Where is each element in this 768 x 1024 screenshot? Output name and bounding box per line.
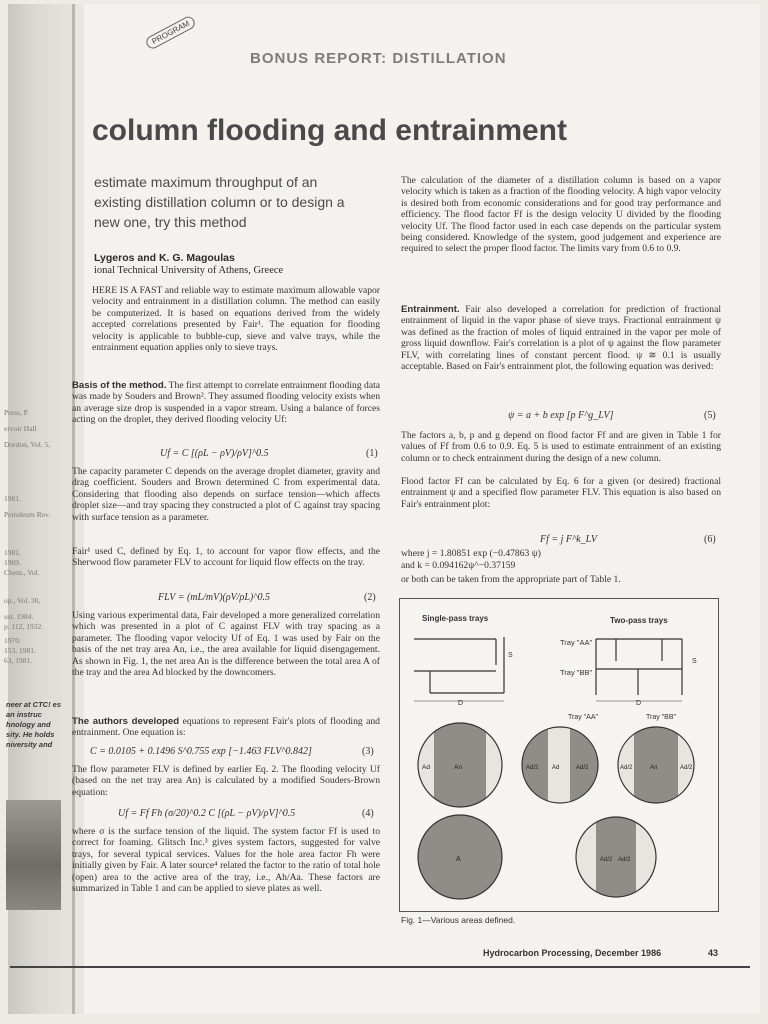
author-bio-clip: neer at CTC! es an instruc hnology and sity. He holds niversity and (6, 700, 62, 749)
figure-1 (399, 598, 719, 912)
tray-bb-circle-label: Tray "BB" (646, 714, 676, 721)
ref-line: 1981. (4, 494, 21, 503)
section-header: BONUS REPORT: DISTILLATION (250, 50, 507, 67)
factors-paragraph: The factors a, b, p and g depend on flood factor Ff and are given in Table 1 for values of Ff from 0.6 to 0.9. Eq. 5 is used to estimate entrainment of an existing column or to check entrainment during the design of a new column. (401, 430, 721, 464)
tray-areas-diagram (400, 599, 718, 911)
diameter-label-left: D (458, 700, 464, 707)
equation-1: Uf = C [(ρL − ρV)/ρV]^0.5 (160, 448, 269, 459)
spacing-label-right: S (692, 658, 697, 665)
ad2-left-label: Ad/2 (526, 765, 539, 771)
bb-ad2-right-label: Ad/2 (680, 765, 693, 771)
article-authors: Lygeros and K. G. Magoulas (94, 252, 235, 264)
calc-paragraph: The calculation of the diameter of a distillation column is based on a vapor velocity which is taken as a fraction of the flooding velocity. A high vapor velocity is desired both from economic considerations and for good tray performance and efficiency. The flood factor Ff is the design velocity U divided by the flooding velocity Uf. The flood factor used in each case depends on the particular system being considered. Knowledge of the system, good judgement and experience are required to select the proper flood factor. The limits vary from 0.6 to 0.9. (401, 175, 721, 255)
where-j: where j = 1.80851 exp (−0.47863 ψ) (401, 548, 541, 559)
ref-line: ervoir Hall (4, 424, 37, 433)
flow-paragraph: The flow parameter FLV is defined by earlier Eq. 2. The flooding velocity Uf (based on the net tray area An) is calculated by a modified Souders-Brown equation: (72, 764, 380, 798)
ref-line: Petroleum Rev. (4, 510, 51, 519)
ad-center-label: Ad (552, 765, 560, 771)
article-affiliation: ional Technical University of Athens, Greece (94, 265, 284, 276)
where-paragraph: where σ is the surface tension of the liquid. The system factor Ff is used to correct for foaming. Glitsch Inc.³ gives system factors, suggested for valve trays, for several typical services. Values for the hole area factor Fh were initially given by Fair. A later source⁴ related the factor to the ratio of total hole (open) area to the active area of the tray, i.e., Ah/Aa. These factors are summarized in Table 1 and can be applied to sieve plates as well. (72, 826, 380, 895)
ref-line: 1981. (4, 548, 21, 557)
basis-text: The first attempt to correlate entrainment flooding data was made by Souders and Brown². They assumed flooding velocity exists when an average size drop is suspended in a vapor stream. Using a balance of forces acting on the droplet, they derived flooding velocity Uf: (72, 380, 381, 426)
equation-2: FLV = (mL/mV)(ρV/ρL)^0.5 (158, 592, 270, 603)
article-title: column flooding and entrainment (92, 114, 567, 147)
ref-line: 1970. (4, 636, 21, 645)
a-label: A (456, 856, 461, 863)
tray-aa-circle-label: Tray "AA" (568, 714, 598, 721)
entrainment-text: Fair also developed a correlation for prediction of fractional entrainment of liquid in the vapor phase of sieve trays. Fractional entrainment ψ was defined as the fraction of moles of liquid entrained in the vapor per mole of gross liquid downflow. Fair's correlation is a plot of ψ against the flow parameter FLV, with correlating lines of constant percent flood. ψ ≅ 0.1 is usually acceptable. Based on Fair's entrainment plot, the following equation was derived: (401, 304, 721, 373)
bb-an-label: An (650, 765, 658, 771)
equation-5: ψ = a + b exp [p F^g_LV] (508, 410, 614, 421)
tray-bb-label: Tray "BB" (560, 668, 593, 677)
ref-line: 153, 1981. (4, 646, 36, 655)
equation-4-number: (4) (362, 808, 374, 819)
intro-paragraph: HERE IS A FAST and reliable way to estimate maximum allowable vapor velocity and entrainment in a distillation column. The method can easily be computerized. It is based on equations derived from the widely accepted correlations presented by Fair¹. The equation for flooding velocity is applicable to bubble-cup, sieve and valve trays, while the entrainment equation applies only to sieve trays. (92, 285, 380, 354)
footer-rule (10, 966, 750, 968)
authors-heading: The authors developed (72, 716, 180, 727)
authors-text: equations to represent Fair's plots of flooding and entrainment. One equation is: (72, 716, 380, 739)
article-dek: estimate maximum throughput of an existing distillation column or to design a new one, try this method (94, 174, 345, 230)
equation-3-number: (3) (362, 746, 374, 757)
an2-left-label: Ad/2 (600, 857, 613, 863)
diameter-label-right: D (636, 700, 642, 707)
single-pass-schematic (414, 637, 504, 693)
ref-line: Press, P. (4, 408, 29, 417)
equation-1-number: (1) (366, 448, 378, 459)
equation-3: C = 0.0105 + 0.1496 S^0.755 exp [−1.463 FLV^0.842] (90, 746, 312, 757)
handwritten-tag: PROGRAM (144, 14, 197, 51)
ref-line: ust. 1984. (4, 612, 34, 621)
and-k: and k = 0.094162ψ^−0.37159 (401, 560, 516, 571)
entrainment-paragraph (401, 304, 721, 372)
equation-4: Uf = Ff Fh (σ/20)^0.2 C [(ρL − ρV)/ρV]^0.5 (118, 808, 296, 819)
ref-line: Chem., Vol. (4, 568, 40, 577)
ref-line: Dordon, Vol. 5, (4, 440, 51, 449)
author-photo (6, 800, 61, 910)
ref-line: op., Vol. 30, (4, 596, 41, 605)
flood-paragraph: Flood factor Ff can be calculated by Eq. 6 for a given (or desired) fractional entrainment ψ and a specified flow parameter FLV. This equation is also based on Fair's entrainment plot: (401, 476, 721, 510)
fair-paragraph: Fair¹ used C, defined by Eq. 1, to account for vapor flow effects, and the Sherwood flow parameter FLV to account for liquid flow effects on the tray. (72, 546, 380, 569)
table-note: or both can be taken from the appropriate part of Table 1. (401, 574, 621, 585)
figure-caption: Fig. 1—Various areas defined. (401, 915, 516, 925)
equation-6-number: (6) (704, 534, 716, 545)
single-pass-label: Single-pass trays (422, 614, 489, 623)
equation-2-number: (2) (364, 592, 376, 603)
entrainment-heading: Entrainment. (401, 304, 460, 315)
using-paragraph: Using various experimental data, Fair developed a more generalized correlation which was presented in a plot of C against FLV with tray spacing as a parameter. The flooding vapor velocity Uf of Eq. 1 was used by Fair on the basis of the net tray area An, i.e., the area available for liquid disengagement. As shown in Fig. 1, the net area An is the difference between the total area A of the tray and the area Ad blocked by the downcomers. (72, 610, 380, 679)
two-pass-label: Two-pass trays (610, 616, 668, 625)
authors-paragraph (72, 716, 380, 739)
an-label: An (454, 764, 462, 771)
spacing-label-left: S (508, 652, 513, 659)
ad-label: Ad (422, 764, 430, 771)
an2-right-label: Ad/2 (618, 857, 631, 863)
basis-heading: Basis of the method. (72, 380, 167, 391)
two-pass-schematic (596, 639, 682, 695)
basis-paragraph (72, 380, 380, 426)
capacity-paragraph: The capacity parameter C depends on the average droplet diameter, gravity and drag coefficient. Souders and Brown determined C from experimental data. Considering that flooding also depends on surface tension—which affects droplet size—and tray spacing they constructed a plot of C against tray spacing with surface tension as a parameter. (72, 466, 380, 523)
ref-line: p. 112, 1932. (4, 622, 44, 631)
bb-ad2-left-label: Ad/2 (620, 765, 633, 771)
equation-6: Ff = j F^k_LV (540, 534, 597, 545)
ref-line: 1969. (4, 558, 21, 567)
journal-footer: Hydrocarbon Processing, December 1986 (483, 948, 662, 958)
ad2-right-label: Ad/2 (576, 765, 589, 771)
equation-5-number: (5) (704, 410, 716, 421)
page-number: 43 (708, 948, 719, 958)
ref-line: 63, 1981. (4, 656, 33, 665)
tray-aa-label: Tray "AA" (560, 638, 593, 647)
